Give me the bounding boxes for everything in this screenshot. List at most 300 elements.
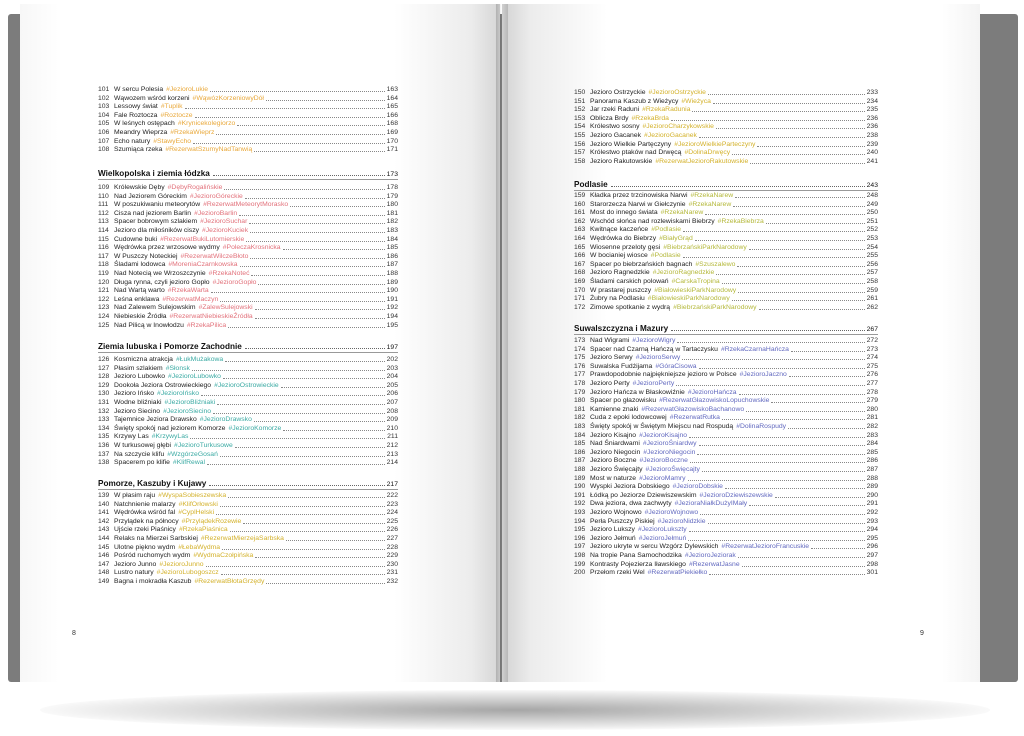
toc-entry-title: Wędrówka do Biebrzy xyxy=(590,235,657,242)
toc-entry-title: Dookoła Jeziora Ostrowieckiego xyxy=(114,381,212,389)
toc-entry-page: 294 xyxy=(866,526,878,534)
toc-entry-page: 168 xyxy=(386,120,398,128)
toc-entry-title: Przylądek na północy xyxy=(114,517,179,525)
toc-entry-hashtag: #JezioroGopło xyxy=(212,278,257,286)
toc-entry-title: Nad Zalewem Sulejowskim xyxy=(114,304,196,312)
toc-entry-title: Panorama Kaszub z Wieżycy xyxy=(590,97,679,105)
toc-entry-page: 241 xyxy=(866,157,878,165)
section-rule xyxy=(98,179,398,180)
toc-entry-page: 253 xyxy=(866,235,878,242)
toc-entry-number: 168 xyxy=(574,269,586,277)
toc-entry-hashtag: #JezioroBoczne xyxy=(639,457,688,465)
toc-entry-hashtag: #BiałyGrąd xyxy=(659,235,693,242)
toc-entry-title: Wąwozem wśród korzeni xyxy=(114,94,190,102)
toc-entry-number: 127 xyxy=(98,364,110,372)
toc-entry-hashtag: #JezioroCharzykowskie xyxy=(642,123,714,131)
toc-entry-page: 207 xyxy=(386,399,398,406)
toc-entry-title: Spacer po głazowisku xyxy=(590,397,657,405)
toc-entry-title: Echo natury xyxy=(114,137,151,145)
toc-entry-title: Jezioro Boczne xyxy=(590,457,637,465)
toc-entry-number: 154 xyxy=(574,123,586,131)
toc-entry-number: 146 xyxy=(98,552,110,560)
toc-entry-title: Jezioro Junno xyxy=(114,560,157,568)
toc-entry-page: 195 xyxy=(386,321,398,329)
toc-entry-number: 191 xyxy=(574,491,586,499)
toc-entry-number: 166 xyxy=(574,252,586,260)
toc-entry-number: 194 xyxy=(574,517,586,525)
toc-entry-hashtag: #JezioroTurkusowe xyxy=(174,442,233,449)
toc-entry-number: 120 xyxy=(98,278,110,286)
toc-entry-number: 111 xyxy=(98,201,109,209)
toc-entry-number: 141 xyxy=(98,509,110,517)
toc-entry-title: W bocianiej wiosce xyxy=(590,252,648,260)
toc-entry-hashtag: #RzekaWieprz xyxy=(170,129,215,136)
toc-entry-page: 254 xyxy=(866,243,878,251)
toc-entry-page: 228 xyxy=(386,543,398,551)
toc-entry-title: Jezioro dla miłośników ciszy xyxy=(114,227,199,234)
toc-entry-page: 222 xyxy=(386,492,398,499)
toc-entry-title: Kwitnące kaczeńce xyxy=(590,226,649,234)
toc-entry-page: 180 xyxy=(386,201,398,209)
toc-entry-number: 140 xyxy=(98,500,110,508)
toc-entry-number: 196 xyxy=(574,534,586,542)
toc-entry-hashtag: #JezioroOstrowieckie xyxy=(214,381,279,389)
toc-entry-title: Królestwo sosny xyxy=(590,123,640,131)
toc-entry xyxy=(574,567,878,577)
toc-entry-title: Lessowy świat xyxy=(114,103,158,111)
toc-entry-hashtag: #JezioroKisajno xyxy=(639,431,688,439)
toc-entry-title: Kamienne znaki xyxy=(590,405,639,413)
toc-entry-page: 205 xyxy=(386,381,398,389)
toc-entry-number: 200 xyxy=(574,569,586,577)
toc-entry-hashtag: #BiebrzańskiParkNarodowy xyxy=(673,303,757,311)
toc-entry-title: Przełom rzeki Wel xyxy=(590,569,645,577)
toc-entry-title: Kładka przez trzcinowiska Narwi xyxy=(590,192,688,199)
toc-entry-page: 164 xyxy=(386,94,398,102)
toc-entry-hashtag: #JezioroRagnedzkie xyxy=(652,269,715,277)
toc-entry-number: 129 xyxy=(98,381,110,389)
toc-entry-title: Natchnienie malarzy xyxy=(114,500,176,508)
toc-entry-page: 296 xyxy=(866,543,878,551)
toc-entry-hashtag: #WąwózKorzeniowyDół xyxy=(192,94,264,102)
toc-entry-number: 175 xyxy=(574,354,586,362)
toc-entry-title: Jezioro Serwy xyxy=(590,354,633,362)
toc-entry-hashtag: #CarskaTropina xyxy=(671,278,720,285)
toc-entry-hashtag: #RzekaWarta xyxy=(167,287,209,295)
toc-entry-page: 281 xyxy=(866,414,878,422)
toc-entry-title: Jezioro Ostrzyckie xyxy=(590,89,646,96)
toc-entry-title: Tajemnice Jeziora Drawsko xyxy=(114,416,197,424)
toc-entry-title: Wodne bliźniaki xyxy=(114,399,162,406)
toc-entry-number: 155 xyxy=(574,132,586,139)
toc-entry-title: Most do innego świata xyxy=(590,209,658,217)
toc-entry-page: 252 xyxy=(866,226,878,234)
toc-entry-title: Jezioro Perty xyxy=(590,380,630,387)
toc-entry-hashtag: #JezioroSiecino xyxy=(163,407,212,415)
toc-entry-number: 136 xyxy=(98,442,110,449)
toc-entry-hashtag: #BiałowieskiParkNarodowy xyxy=(654,286,737,294)
toc-entry-number: 188 xyxy=(574,466,586,473)
toc-entry-hashtag: #JezioroKuciek xyxy=(202,227,249,234)
toc-entry-number: 181 xyxy=(574,405,586,413)
toc-entry-number: 163 xyxy=(574,226,586,234)
toc-entry-hashtag: #Szuszalewo xyxy=(695,260,736,268)
toc-entry-hashtag: #RezerwatBłotaGrzędy xyxy=(194,578,265,585)
toc-entry-title: Łódką po Jeziorze Dziewiszewskim xyxy=(590,491,697,499)
toc-entry-hashtag: #RezerwatMaczyn xyxy=(162,295,219,303)
toc-entry-hashtag: #RezerwatMeteorytMorasko xyxy=(203,201,289,209)
toc-entry-page: 229 xyxy=(386,552,398,560)
toc-entry-hashtag: #DolinaRospudy xyxy=(736,423,787,430)
toc-entry-title: Jezioro Ińsko xyxy=(114,390,155,398)
toc-entry-page: 184 xyxy=(386,235,398,243)
toc-entry-hashtag: #JezioroWojnowo xyxy=(644,509,699,516)
toc-entry-number: 197 xyxy=(574,543,586,551)
toc-entry-hashtag: #DębyRogalińskie xyxy=(167,184,223,191)
section-rule xyxy=(98,352,398,353)
right-page-number: 9 xyxy=(920,630,924,637)
toc-entry-hashtag: #PrzylądekRozewie xyxy=(181,517,242,525)
toc-entry-page: 288 xyxy=(866,474,878,482)
toc-entry-hashtag: #JezioroNidzkie xyxy=(657,517,706,525)
toc-entry-title: Żubry na Podlasiu xyxy=(590,295,645,303)
toc-entry-hashtag: #KlifOrłowski xyxy=(178,500,218,508)
toc-entry-hashtag: #KlifRewal xyxy=(172,459,206,467)
dot-leader xyxy=(750,163,864,164)
dot-leader xyxy=(759,309,865,310)
toc-entry-hashtag: #Roztocze xyxy=(160,111,193,119)
dot-leader xyxy=(266,583,384,584)
toc-entry-page: 292 xyxy=(866,509,878,516)
toc-entry-title: Jezioro Wojnowo xyxy=(590,509,642,516)
toc-entry-number: 172 xyxy=(574,303,586,311)
toc-entry-title: Wschód słońca nad rozlewiskami Biebrzy xyxy=(590,217,715,225)
toc-entry-title: Nad Wigrami xyxy=(590,337,630,344)
toc-entry-number: 199 xyxy=(574,560,586,568)
toc-entry-number: 184 xyxy=(574,431,586,439)
toc-entry-title: Na szczycie klifu xyxy=(114,450,165,458)
toc-entry-number: 119 xyxy=(98,270,109,277)
toc-entry-title: Relaks na Mierzei Sarbskiej xyxy=(114,535,198,542)
toc-entry-number: 178 xyxy=(574,380,586,387)
toc-entry-page: 179 xyxy=(386,192,398,200)
toc-entry-title: W turkusowej głębi xyxy=(114,442,172,449)
toc-entry-number: 179 xyxy=(574,388,586,396)
toc-entry-number: 185 xyxy=(574,440,586,448)
toc-entry-page: 283 xyxy=(866,431,878,439)
book-gutter xyxy=(496,4,508,682)
toc-entry-hashtag: #JezioroJełmuń xyxy=(638,534,687,542)
toc-entry-number: 173 xyxy=(574,337,586,344)
toc-entry-page: 286 xyxy=(866,457,878,465)
toc-entry-number: 112 xyxy=(98,209,109,217)
toc-entry-hashtag: #JezioroJeziorak xyxy=(684,552,736,559)
toc-entry-hashtag: #JezioroJunno xyxy=(159,560,204,568)
toc-entry-number: 160 xyxy=(574,200,586,208)
toc-entry-title: Spacer bobrowym szlakiem xyxy=(114,218,198,226)
toc-entry-hashtag: #JezioraNiałkDużyIMały xyxy=(674,500,748,508)
toc-entry-number: 158 xyxy=(574,157,586,165)
toc-entry-title: Jezioro Wielkie Partęczyny xyxy=(590,140,672,148)
toc-entry-title: Płasim szlakiem xyxy=(114,364,163,372)
toc-entry-number: 121 xyxy=(98,287,110,295)
toc-entry-title: W płasim raju xyxy=(114,492,156,499)
toc-entry-hashtag: #RzekaNarew xyxy=(660,209,704,217)
toc-entry xyxy=(98,576,398,586)
toc-entry-page: 210 xyxy=(386,424,398,432)
toc-entry-page: 178 xyxy=(386,184,398,191)
toc-entry-title: W leśnych ostępach xyxy=(114,120,175,128)
toc-entry-number: 130 xyxy=(98,390,110,398)
toc-entry-page: 289 xyxy=(866,483,878,491)
toc-entry-hashtag: #JezioroPerty xyxy=(632,380,675,387)
toc-entry-title: Nad Notecią we Wrzoszczynie xyxy=(114,270,206,277)
toc-entry-hashtag: #RezerwatRutka xyxy=(669,414,720,422)
toc-entry-hashtag: #JezioroGóreckie xyxy=(189,192,243,200)
toc-entry-number: 109 xyxy=(98,184,110,191)
toc-entry-title: Jezioro Lukszy xyxy=(590,526,635,534)
section-page: 217 xyxy=(386,481,398,488)
toc-entry-hashtag: #JezioroDobskie xyxy=(672,483,723,491)
toc-entry-hashtag: #JezioroNiegocin xyxy=(643,448,696,456)
toc-entry-hashtag: #RezerwatJasne xyxy=(688,560,740,568)
toc-entry-hashtag: #JezioroDziewiszewskie xyxy=(699,491,773,499)
section-title: Wielkopolska i ziemia łódzka xyxy=(98,169,210,178)
toc-entry-hashtag: #ZalewSulejowski xyxy=(198,304,253,312)
toc-entry-hashtag: #JezioroGacanek xyxy=(644,132,697,139)
toc-entry-number: 139 xyxy=(98,492,110,499)
toc-entry-hashtag: #JezioroLukie xyxy=(166,86,209,93)
toc-entry-hashtag: #JezioroWielkieParteczyny xyxy=(674,140,756,148)
toc-entry-page: 240 xyxy=(866,149,878,157)
toc-entry-hashtag: #DolinaDrwęcy xyxy=(684,149,731,157)
dot-leader xyxy=(709,574,864,575)
toc-entry-title: Perła Puszczy Piskiej xyxy=(590,517,655,525)
toc-entry-hashtag: #RezerwatJezioroRakutowskie xyxy=(655,157,749,165)
toc-entry-title: Jezioro Święcajty xyxy=(590,466,643,473)
toc-entry-number: 131 xyxy=(98,399,110,406)
toc-entry-page: 225 xyxy=(386,517,398,525)
toc-entry-title: Wiosenne przeloty gęsi xyxy=(590,243,661,251)
toc-entry-page: 257 xyxy=(866,269,878,277)
toc-entry-title: Ujście rzeki Piaśnicy xyxy=(114,526,176,534)
section-heading xyxy=(98,340,398,351)
toc-entry-number: 115 xyxy=(98,235,109,243)
toc-entry-number: 125 xyxy=(98,321,110,329)
toc-entry-page: 170 xyxy=(386,137,398,145)
toc-entry-title: W poszukiwaniu meteorytów xyxy=(114,201,201,209)
toc-entry-hashtag: #BiałowieskiParkNarodowy xyxy=(647,295,730,303)
toc-entry-page: 189 xyxy=(386,278,398,286)
toc-entry-number: 161 xyxy=(574,209,586,217)
toc-entry-page: 231 xyxy=(386,569,398,577)
toc-entry-page: 262 xyxy=(866,303,878,311)
section-heading xyxy=(98,477,398,488)
toc-entry-number: 122 xyxy=(98,295,110,303)
toc-entry-title: Oblicza Brdy xyxy=(590,114,629,122)
toc-entry-page: 251 xyxy=(866,217,878,225)
toc-entry-page: 226 xyxy=(386,526,398,534)
toc-entry-number: 156 xyxy=(574,140,586,148)
toc-entry-page: 239 xyxy=(866,140,878,148)
toc-entry-title: Jezioro Gacanek xyxy=(590,132,642,139)
left-page-number: 8 xyxy=(72,630,76,637)
toc-entry-number: 124 xyxy=(98,313,110,320)
toc-entry-hashtag: #JezioroLubogoszcz xyxy=(156,569,219,577)
toc-entry-hashtag: #RzekaNarew xyxy=(688,200,732,208)
toc-entry-page: 211 xyxy=(387,433,398,441)
toc-entry-hashtag: #WyspaSobieszewska xyxy=(158,492,227,499)
toc-entry-number: 108 xyxy=(98,146,110,154)
toc-entry-hashtag: #JezioroIńsko xyxy=(157,390,199,398)
toc-entry-number: 170 xyxy=(574,286,586,294)
toc-entry-page: 185 xyxy=(386,244,398,252)
toc-entry-title: Leśna enklawa xyxy=(114,295,160,303)
section-page: 173 xyxy=(386,171,398,178)
toc-entry-page: 284 xyxy=(866,440,878,448)
toc-entry-page: 181 xyxy=(386,209,398,217)
toc-entry-number: 193 xyxy=(574,509,586,516)
toc-entry-hashtag: #JezioroLubowko xyxy=(168,373,221,381)
toc-entry-hashtag: #Podlasie xyxy=(651,226,682,234)
toc-entry-hashtag: #CyplHelski xyxy=(178,509,215,517)
toc-entry-title: Jezioro Rakutowskie xyxy=(590,157,653,165)
dot-leader xyxy=(228,327,384,328)
toc-entry-title: Jezioro Siecino xyxy=(114,407,161,415)
toc-entry-hashtag: #RzekaCzarnaHańcza xyxy=(720,345,789,353)
toc-entry-page: 190 xyxy=(386,287,398,295)
toc-entry-hashtag: #JezioroMamry xyxy=(639,474,686,482)
toc-entry xyxy=(98,144,398,154)
toc-entry-page: 278 xyxy=(866,388,878,396)
toc-entry-title: W Puszczy Noteckiej xyxy=(114,252,178,260)
toc-entry-hashtag: #BiebrzańskiParkNarodowy xyxy=(663,243,747,251)
toc-entry-page: 202 xyxy=(386,356,398,363)
toc-entry-title: Jezioro Lubowko xyxy=(114,373,166,381)
toc-entry-page: 261 xyxy=(866,295,878,303)
section-heading xyxy=(98,167,398,178)
toc-entry-page: 208 xyxy=(386,407,398,415)
toc-entry-title: Nad Śniardwami xyxy=(590,440,640,448)
toc-entry-hashtag: #Krynicekolegiorzo xyxy=(177,120,236,128)
toc-entry-title: Wędrówka wśród fal xyxy=(114,509,176,517)
toc-entry-hashtag: #JezioroBliźniaki xyxy=(164,399,216,406)
toc-entry-number: 137 xyxy=(98,450,110,458)
toc-entry-number: 189 xyxy=(574,474,586,482)
toc-entry-page: 227 xyxy=(386,535,398,542)
toc-entry-page: 235 xyxy=(866,106,878,114)
toc-entry-number: 148 xyxy=(98,569,110,577)
toc-entry-title: Na tropie Pana Samochodzika xyxy=(590,552,682,559)
toc-entry-page: 186 xyxy=(386,252,398,260)
toc-entry-hashtag: #JezioroBarlin xyxy=(194,209,238,217)
toc-entry-number: 195 xyxy=(574,526,586,534)
toc-entry-number: 192 xyxy=(574,500,586,508)
toc-entry-hashtag: #RezerwatBukiLutomierskie xyxy=(160,235,245,243)
toc-entry-hashtag: #WzgórzeGosań xyxy=(167,450,218,458)
toc-entry-number: 117 xyxy=(98,252,109,260)
toc-entry-hashtag: #GóraCisowa xyxy=(655,362,697,370)
toc-entry-hashtag: #RezerwatSzumyNadTanwią xyxy=(165,146,253,154)
toc-entry-page: 282 xyxy=(866,423,878,430)
toc-entry-page: 224 xyxy=(386,509,398,517)
toc-entry-page: 279 xyxy=(866,397,878,405)
toc-entry-title: Spacer po biebrzańskich bagnach xyxy=(590,260,693,268)
section-page: 243 xyxy=(866,182,878,189)
toc-entry-number: 135 xyxy=(98,433,110,441)
toc-entry-title: Święty spokój w Świętym Miejscu nad Rospudą xyxy=(590,423,734,430)
toc-entry-title: Bagna i mokradła Kaszub xyxy=(114,578,192,585)
toc-entry-title: Królestwo ptaków nad Drwęcą xyxy=(590,149,682,157)
toc-entry-page: 291 xyxy=(866,500,878,508)
toc-entry-number: 180 xyxy=(574,397,586,405)
toc-entry-page: 213 xyxy=(386,450,398,458)
toc-entry-number: 152 xyxy=(574,106,586,114)
section-title: Suwalszczyzna i Mazury xyxy=(574,324,669,333)
toc-entry-hashtag: #JezioroŚwięcajty xyxy=(645,466,700,473)
toc-entry-hashtag: #Podlasie xyxy=(650,252,681,260)
toc-entry-page: 163 xyxy=(386,86,398,93)
toc-entry-hashtag: #RezerwatMierzejaSarbska xyxy=(200,535,284,542)
toc-entry-page: 293 xyxy=(866,517,878,525)
toc-entry-hashtag: #RzekaRadunia xyxy=(642,106,691,114)
toc-entry-number: 105 xyxy=(98,120,110,128)
toc-entry-number: 101 xyxy=(98,86,110,93)
book-shadow xyxy=(40,690,990,730)
toc-entry-number: 114 xyxy=(98,227,109,234)
toc-entry-number: 143 xyxy=(98,526,110,534)
toc-entry-number: 113 xyxy=(98,218,109,226)
toc-entry-page: 273 xyxy=(866,345,878,353)
toc-entry-hashtag: #RezerwatPiekiełko xyxy=(647,569,708,577)
toc-entry-page: 165 xyxy=(386,103,398,111)
toc-entry-hashtag: #JezioroSuchar xyxy=(200,218,248,226)
toc-entry-number: 186 xyxy=(574,448,586,456)
toc-entry-page: 194 xyxy=(386,313,398,320)
toc-entry-number: 128 xyxy=(98,373,110,381)
toc-entry-title: Dwa jeziora, dwa zachwyty xyxy=(590,500,672,508)
toc-entry-title: Cudowne buki xyxy=(114,235,158,243)
toc-entry-title: Most w naturze xyxy=(590,474,637,482)
toc-entry-number: 138 xyxy=(98,459,110,467)
toc-entry-page: 272 xyxy=(866,337,878,344)
section-title: Podlasie xyxy=(574,180,608,189)
dot-leader xyxy=(209,485,384,486)
toc-entry-hashtag: #MoreniaCzarnkowska xyxy=(168,261,238,269)
toc-entry-number: 102 xyxy=(98,94,110,102)
toc-entry-title: Kosmiczna atrakcja xyxy=(114,356,173,363)
toc-entry-hashtag: #JezioroKomorze xyxy=(228,424,282,432)
toc-entry-title: Jezioro Ragnedzkie xyxy=(590,269,650,277)
toc-entry-title: Śladami carskich polowań xyxy=(590,278,669,285)
toc-entry-page: 275 xyxy=(866,362,878,370)
toc-entry-page: 280 xyxy=(866,405,878,413)
toc-entry-hashtag: #JezioroSerwy xyxy=(635,354,681,362)
toc-entry-number: 187 xyxy=(574,457,586,465)
toc-entry-title: Meandry Wieprza xyxy=(114,129,168,136)
toc-entry-title: Prawdopodobnie najpiękniejsze jezioro w Polsce xyxy=(590,371,737,379)
toc-entry-hashtag: #RezerwatWilczeBłoto xyxy=(180,252,249,260)
toc-entry-hashtag: #RzekaNoteć xyxy=(208,270,250,277)
toc-entry-number: 174 xyxy=(574,345,586,353)
toc-entry-hashtag: #WydmaCzołpińska xyxy=(193,552,254,560)
toc-entry-page: 236 xyxy=(866,114,878,122)
toc-entry-title: Nad Wartą warto xyxy=(114,287,165,295)
toc-entry-hashtag: #Słonsk xyxy=(165,364,190,372)
toc-entry-number: 123 xyxy=(98,304,110,312)
toc-entry-number: 118 xyxy=(98,261,109,269)
toc-entry-title: Spacerem po klifie xyxy=(114,459,170,467)
